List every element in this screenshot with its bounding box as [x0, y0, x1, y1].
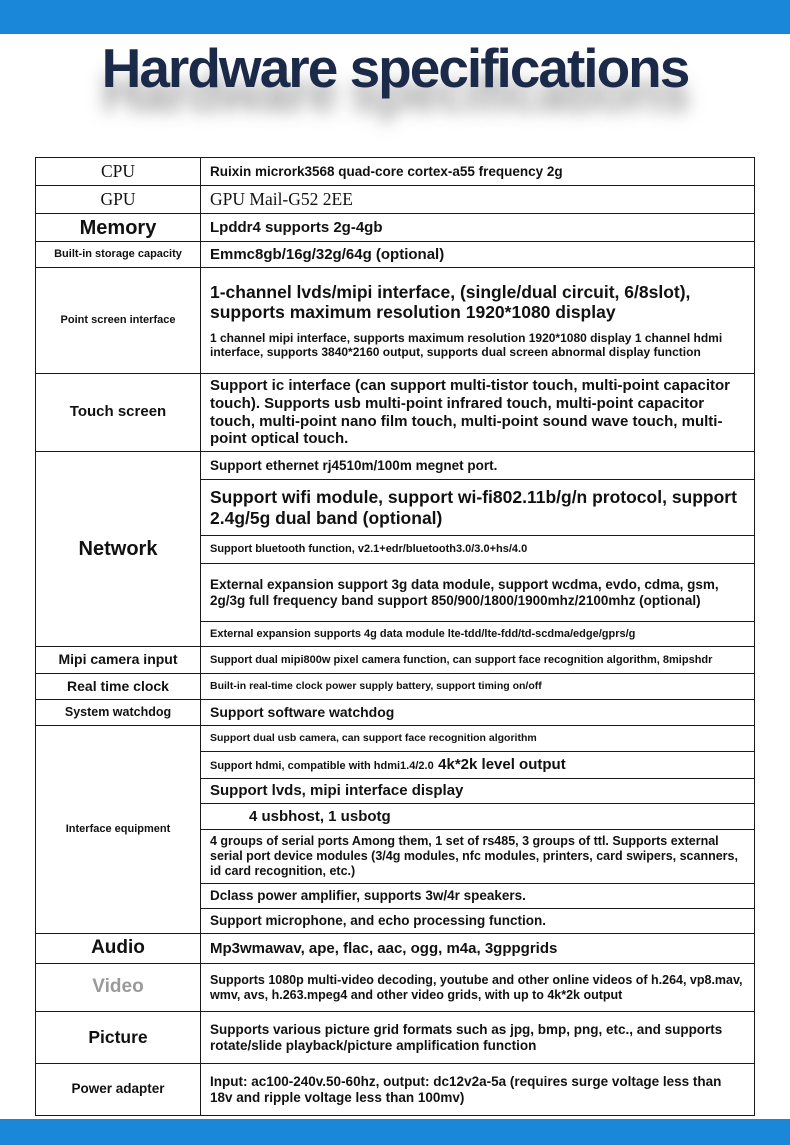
spec-label-interface: Interface equipment	[36, 726, 201, 934]
spec-label-point-screen: Point screen interface	[36, 268, 201, 374]
spec-label-memory: Memory	[36, 214, 201, 242]
spec-label-gpu: GPU	[36, 186, 201, 214]
spec-row-gpu	[36, 186, 755, 214]
spec-value-memory: Lpddr4 supports 2g-4gb	[201, 214, 755, 242]
spec-value-network-3g: External expansion support 3g data module, support wcdma, evdo, cdma, gsm, 2g/3g full frequency band support 850/900/1800/1900mhz/2100mhz (optional)	[201, 564, 755, 622]
spec-row-mipi-camera	[36, 647, 755, 674]
spec-value-interface-usb-ports: 4 usbhost, 1 usbotg	[201, 804, 755, 830]
spec-label-audio: Audio	[36, 934, 201, 964]
spec-value-interface-microphone: Support microphone, and echo processing function.	[201, 909, 755, 934]
spec-label-cpu: CPU	[36, 158, 201, 186]
top-accent-bar	[0, 0, 790, 34]
spec-label-power: Power adapter	[36, 1064, 201, 1116]
spec-label-storage: Built-in storage capacity	[36, 242, 201, 268]
spec-row-cpu	[36, 158, 755, 186]
spec-row-interface-usb-camera	[36, 726, 755, 752]
spec-value-storage: Emmc8gb/16g/32g/64g (optional)	[201, 242, 755, 268]
spec-row-watchdog	[36, 700, 755, 726]
page-title: Hardware specifications	[101, 37, 689, 99]
spec-label-picture: Picture	[36, 1012, 201, 1064]
spec-label-touch: Touch screen	[36, 374, 201, 452]
point-screen-main-text: 1-channel lvds/mipi interface, (single/dual circuit, 6/8slot), supports maximum resolution 1920*1080 display	[210, 281, 691, 323]
spec-value-cpu: Ruixin micrork3568 quad-core cortex-a55 frequency 2g	[201, 158, 755, 186]
spec-value-point-screen	[201, 268, 755, 374]
spec-value-interface-hdmi	[201, 752, 755, 779]
spec-value-touch: Support ic interface (can support multi-tistor touch, multi-point capacitor touch). Supports usb multi-point infrared touch, multi-point capacitor touch, multi-point nano film touch, multi-point sound wave touch, multi-point optical touch.	[201, 374, 755, 452]
spec-value-power: Input: ac100-240v.50-60hz, output: dc12v2a-5a (requires surge voltage less than 18v and ripple voltage less than 100mv)	[201, 1064, 755, 1116]
spec-label-video: Video	[36, 964, 201, 1012]
spec-value-rtc: Built-in real-time clock power supply battery, support timing on/off	[201, 674, 755, 700]
spec-value-picture: Supports various picture grid formats such as jpg, bmp, png, etc., and supports rotate/slide playback/picture amplification function	[201, 1012, 755, 1064]
spec-value-audio: Mp3wmawav, ape, flac, aac, ogg, m4a, 3gppgrids	[201, 934, 755, 964]
spec-value-network-4g: External expansion supports 4g data module lte-tdd/lte-fdd/td-scdma/edge/gprs/g	[201, 622, 755, 647]
spec-row-rtc	[36, 674, 755, 700]
spec-value-network-ethernet: Support ethernet rj4510m/100m megnet port.	[201, 452, 755, 480]
spec-label-rtc: Real time clock	[36, 674, 201, 700]
spec-value-video: Supports 1080p multi-video decoding, youtube and other online videos of h.264, vp8.mav, wmv, avs, h.263.mpeg4 and other video grids, with up to 4k*2k output	[201, 964, 755, 1012]
spec-row-network-ethernet	[36, 452, 755, 480]
spec-value-interface-serial: 4 groups of serial ports Among them, 1 set of rs485, 3 groups of ttl. Supports external serial port device modules (3/4g modules, nfc modules, printers, card swipers, scanners, id card recognition, etc.)	[201, 830, 755, 884]
spec-row-audio	[36, 934, 755, 964]
spec-label-network: Network	[36, 452, 201, 647]
spec-value-network-bluetooth: Support bluetooth function, v2.1+edr/bluetooth3.0/3.0+hs/4.0	[201, 536, 755, 564]
spec-value-mipi-camera: Support dual mipi800w pixel camera function, can support face recognition algorithm, 8mipshdr	[201, 647, 755, 674]
spec-table	[35, 157, 755, 1116]
spec-row-picture	[36, 1012, 755, 1064]
spec-value-interface-lvds: Support lvds, mipi interface display	[201, 779, 755, 804]
spec-value-gpu: GPU Mail-G52 2EE	[201, 186, 755, 214]
spec-row-point-screen	[36, 268, 755, 374]
spec-row-touch	[36, 374, 755, 452]
spec-value-interface-usb-camera: Support dual usb camera, can support face recognition algorithm	[201, 726, 755, 752]
interface-hdmi-strong-text: 4k*2k level output	[438, 755, 566, 773]
point-screen-sub-text: 1 channel mipi interface, supports maximum resolution 1920*1080 display 1 channel hdmi interface, supports 3840*2160 output, supports dual screen abnormal display function	[210, 330, 723, 360]
spec-row-storage	[36, 242, 755, 268]
bottom-accent-bar	[0, 1119, 790, 1145]
spec-value-network-wifi: Support wifi module, support wi-fi802.11b/g/n protocol, support 2.4g/5g dual band (optional)	[201, 480, 755, 536]
spec-row-video	[36, 964, 755, 1012]
interface-hdmi-prefix-text: Support hdmi, compatible with hdmi1.4/2.0	[210, 759, 434, 772]
spec-row-power	[36, 1064, 755, 1116]
spec-value-interface-amplifier: Dclass power amplifier, supports 3w/4r speakers.	[201, 884, 755, 909]
spec-label-mipi-camera: Mipi camera input	[36, 647, 201, 674]
spec-value-watchdog: Support software watchdog	[201, 700, 755, 726]
spec-label-watchdog: System watchdog	[36, 700, 201, 726]
spec-row-memory	[36, 214, 755, 242]
